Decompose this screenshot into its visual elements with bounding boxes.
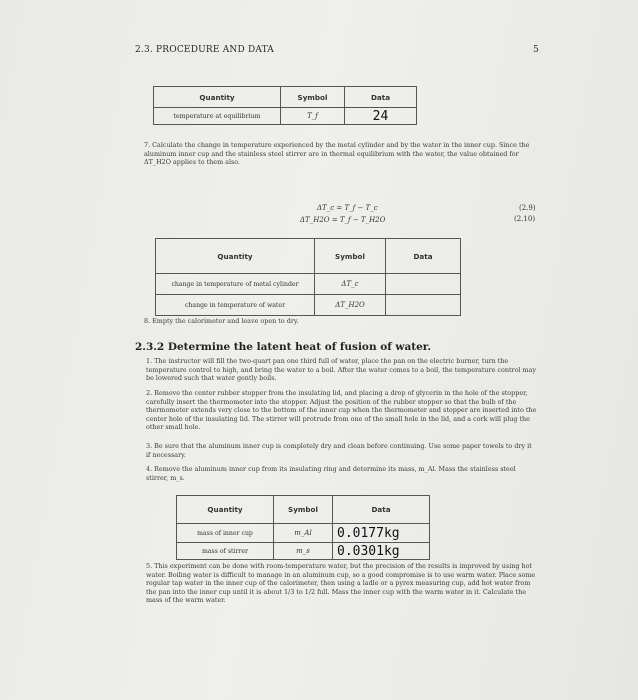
- table-header-data: Data: [345, 87, 417, 108]
- quantity-cell: change in temperature of water: [156, 295, 315, 316]
- symbol-cell: ΔT_H2O: [315, 295, 386, 316]
- quantity-cell: change in temperature of metal cylinder: [156, 274, 315, 295]
- table-header-quantity: Quantity: [154, 87, 281, 108]
- table-row: [156, 295, 461, 316]
- table-row: [154, 108, 417, 125]
- page-number: 5: [533, 45, 539, 55]
- table-header-quantity: Quantity: [177, 496, 274, 524]
- temperature-change-table: [155, 238, 461, 316]
- step-7-text: 7. Calculate the change in temperature experienced by the metal cylinder and by the water in the inner cup. Since the aluminum inner cup and the stainless steel stirrer are in thermal equilibrium with the water, the value obtained for ΔT_H2O applies to them also.: [144, 141, 530, 167]
- handwritten-value: 0.0301kg: [333, 543, 430, 560]
- handwritten-value: 24: [345, 108, 417, 125]
- procedure-step-3: 3. Be sure that the aluminum inner cup is completely dry and clean before continuing. Use some paper towels to dry it if necessary.: [146, 442, 532, 459]
- page-header-title: 2.3. PROCEDURE AND DATA: [135, 45, 274, 55]
- quantity-cell: mass of stirrer: [177, 543, 274, 560]
- equation-2-9: ΔT_c = T_f − T_c: [317, 204, 378, 212]
- table-row: [156, 274, 461, 295]
- equation-number-2-10: (2.10): [514, 215, 536, 223]
- table-header-symbol: Symbol: [281, 87, 345, 108]
- symbol-cell: T_f: [281, 108, 345, 125]
- procedure-step-5: 5. This experiment can be done with room-temperature water, but the precision of the results is improved by using hot water. Boiling water is difficult to manage in an aluminum cup, so a good compromise is to use warm water. Place some regular tap water in the inner cup of the calorimeter, then using a ladle or a pyrex measuring cup, add hot water from the pan into the inner cup until it is about 1/3 to 1/2 full. Mass the inner cup with the warm water in it. Calculate the mass of the warm water.: [146, 562, 536, 605]
- table-header-symbol: Symbol: [315, 239, 386, 274]
- procedure-step-2: 2. Remove the center rubber stopper from the insulating lid, and placing a drop of glycerin in the hole of the stopper, carefully insert the thermometer into the stopper. Adjust the position of the rubber stopper so that the bulb of the thermometer extends very close to the bottom of the inner cup when the thermometer and stopper are inserted into the center hole of the insulating lid. The stirrer will protrude from one of the small hole in the lid, and a cork will plug the other small hole.: [146, 389, 537, 432]
- table-header-row: [154, 87, 417, 108]
- symbol-cell: m_Al: [274, 524, 333, 543]
- procedure-step-4: 4. Remove the aluminum inner cup from its insulating ring and determine its mass, m_Al. Mass the stainless steel stirrer, m_s.: [146, 465, 516, 482]
- table-row: [177, 524, 430, 543]
- table-header-data: Data: [386, 239, 461, 274]
- symbol-cell: ΔT_c: [315, 274, 386, 295]
- equation-2-10: ΔT_H2O = T_f − T_H2O: [300, 216, 386, 224]
- step-8-text: 8. Empty the calorimeter and leave open to dry.: [144, 317, 299, 325]
- table-header-row: [156, 239, 461, 274]
- section-title: 2.3.2 Determine the latent heat of fusion of water.: [135, 341, 431, 353]
- quantity-cell: temperature at equilibrium: [154, 108, 281, 125]
- data-cell: [386, 295, 461, 316]
- table-header-quantity: Quantity: [156, 239, 315, 274]
- table-row: [177, 543, 430, 560]
- handwritten-value: 0.0177kg: [333, 524, 430, 543]
- table-header-data: Data: [333, 496, 430, 524]
- symbol-cell: m_s: [274, 543, 333, 560]
- table-header-symbol: Symbol: [274, 496, 333, 524]
- quantity-cell: mass of inner cup: [177, 524, 274, 543]
- equilibrium-table: [153, 86, 417, 125]
- mass-table: [176, 495, 430, 560]
- procedure-step-1: 1. The instructor will fill the two-quart pan one third full of water, place the pan on the electric burner, turn the temperature control to high, and bring the water to a boil. After the water comes to a boil, the temperature control may be lowered such that water gently boils.: [146, 357, 536, 383]
- data-cell: [386, 274, 461, 295]
- table-header-row: [177, 496, 430, 524]
- equation-number-2-9: (2.9): [519, 204, 536, 212]
